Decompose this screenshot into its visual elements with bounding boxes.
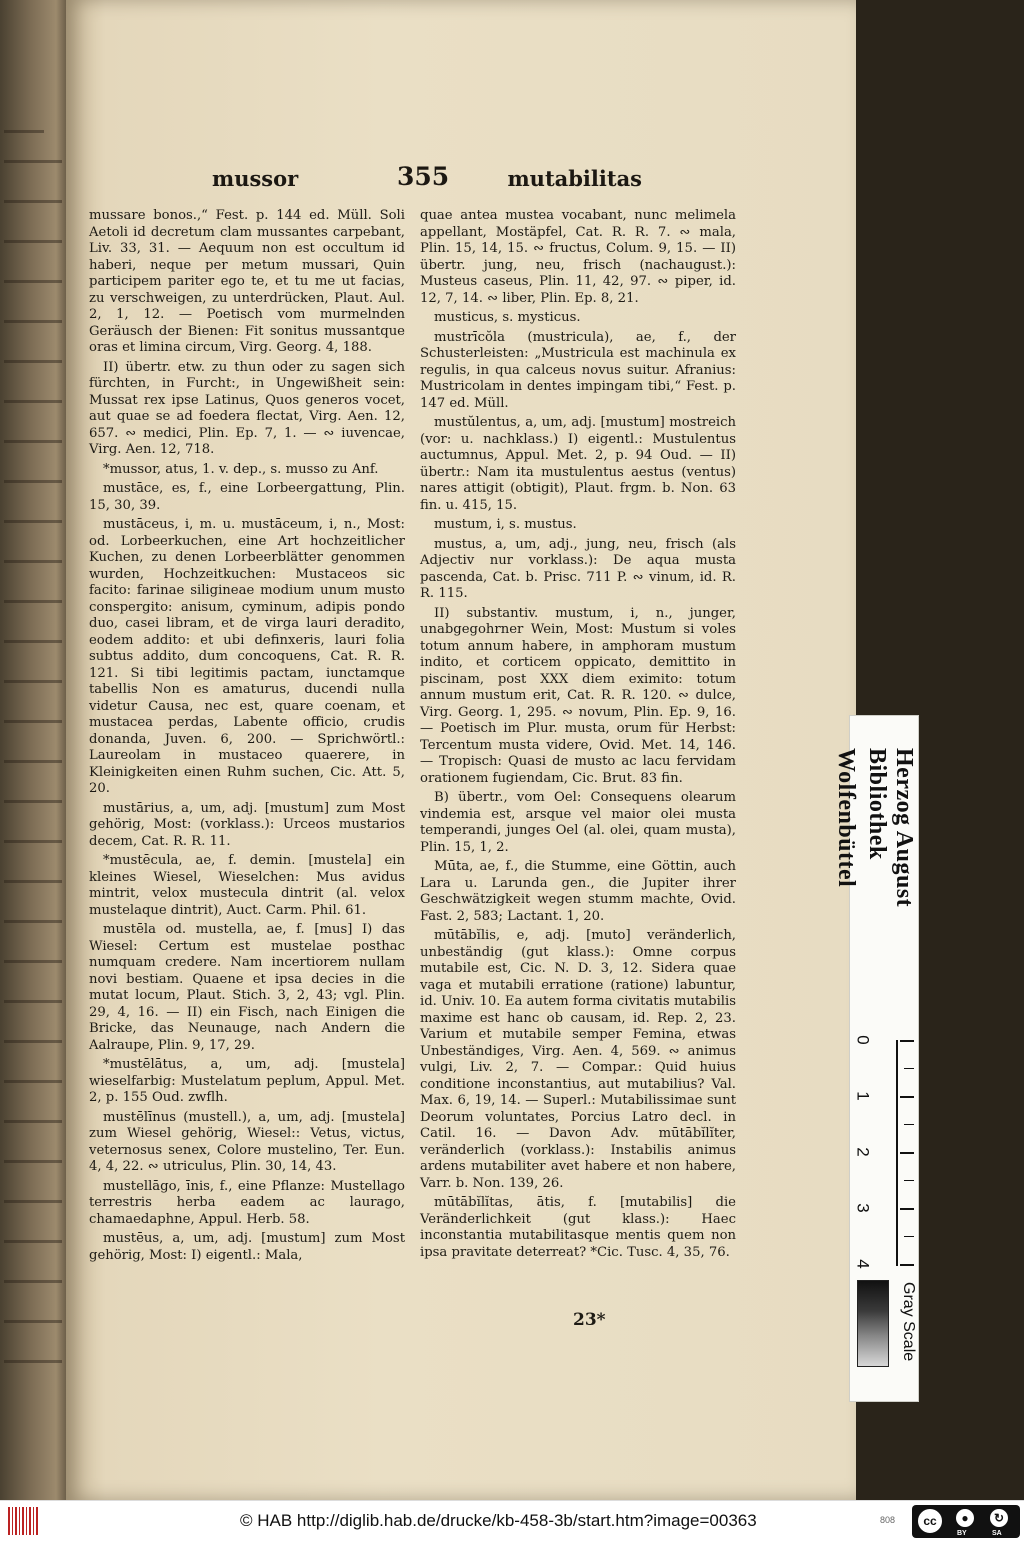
source-url[interactable]: © HAB http://diglib.hab.de/drucke/kb-458-3b/start.htm?image=00363 [240,1511,757,1530]
scale-tick [900,1096,914,1098]
previous-page-edge [0,0,70,1500]
viewer-footer [0,1500,1024,1542]
scale-number: 1 [853,1091,873,1101]
scale-tick [904,1180,914,1181]
institution-city: Wolfenbüttel [833,748,859,888]
entry-paragraph: *mustēlātus, a, um, adj. [mustela] wieselfarbig: Mustelatum peplum, Appul. Met. 2, p. 155 Oud. zwflh. [89,1057,405,1105]
entry-paragraph: mustēus, a, um, adj. [mustum] zum Most gehörig, Most: I) eigentl.: Mala, [89,1231,405,1263]
left-column [89,208,405,1267]
scale-number: 4 [853,1259,873,1269]
entry-paragraph: mustrīcŏla (mustricula), ae, f., der Schusterleisten: „Mustricula est machinula ex regulis, in qua calceus novus suitur. Afranius: Mustricolam in dentes impingam tibi,“ Fest. p. 147 ed. Müll. [420,329,736,411]
entry-paragraph: mustāce, es, f., eine Lorbeergattung, Plin. 15, 30, 39. [89,481,405,513]
page-header [212,160,642,200]
scale-number: 0 [853,1035,873,1045]
entry-paragraph: quae antea mustea vocabant, nunc melimela appellant, Mostäpfel, Cat. R. R. 7. ∾ mala, Plin. 15, 14, 15. ∾ fructus, Colum. 9, 15. — II) übertr. jung, neu, frisch (nachaugust.): Musteus caseus, Plin. 11, 42, 97. ∾ piper, id. 12, 7, 14. ∾ liber, Plin. Ep. 8, 21. [420,208,736,306]
entry-paragraph: mūtābĭlĭtas, ātis, f. [mutabilis] die Veränderlichkeit (gut klass.): Haec inconstantia mutabilitasque mentis quem non ipsa pravitate deterreat? *Cic. Tusc. 4, 35, 76. [420,1195,736,1260]
cc-license-badge[interactable] [912,1505,1020,1538]
institution-name: Herzog August Bibliothek [864,748,917,908]
signature-mark: 23* [573,1310,606,1330]
scale-tick [900,1152,914,1154]
ruler-institution [833,748,917,1010]
right-column [420,208,736,1264]
grayscale-patch [857,1280,889,1367]
grayscale-label: Gray Scale [900,1282,917,1362]
sa-icon: ↻ [988,1507,1010,1529]
by-label: BY [957,1530,967,1537]
entry-paragraph: mustum, i, s. mustus. [434,517,577,532]
scale-tick [900,1264,914,1266]
page-number: 355 [397,162,450,191]
entry-paragraph: II) übertr. etw. zu thun oder zu sagen sich fürchten, in Furcht:, in Ungewißheit sein: Mussat rex ipse Latinus, Quos generos vocet, aut quae se ad foedera flectat, Virg. Aen. 12, 657. ∾ medici, Plin. Ep. 7, 1. — ∾ iuvencae, Virg. Aen. 12, 718. [89,359,405,457]
entry-paragraph: *mussor, atus, 1. v. dep., s. musso zu Anf. [103,461,379,477]
entry-paragraph: musticus, s. mysticus. [434,310,581,325]
entry-paragraph: mustus, a, um, adj., jung, neu, frisch (als Adjectiv nur vorklass.): De aqua musta pascenda, Cat. b. Prisc. 711 P. ∾ vinum, id. R. R. 115. [420,536,736,601]
entry-paragraph: Mūta, ae, f., die Stumme, eine Göttin, auch Lara u. Larunda gen., die Jupiter ihrer Geschwätzigkeit wegen stumm machte, Ovid. Fast. 2, 583; Lactant. 1, 20. [420,859,736,924]
scale-tick [904,1236,914,1237]
entry-paragraph: mustellāgo, īnis, f., eine Pflanze: Mustellago terrestris herba eadem ac laurago, chamaedaphne, Appul. Herb. 58. [89,1178,405,1227]
scale-tick [904,1068,914,1069]
scale-tick [900,1040,914,1042]
entry-paragraph: mustārius, a, um, adj. [mustum] zum Most gehörig, Most: (vorklass.): Urceos mustarios decem, Cat. R. R. 11. [89,800,405,849]
sa-label: SA [992,1530,1002,1537]
entry-paragraph: *mustēcula, ae, f. demin. [mustela] ein kleines Wiesel, Wieselchen: Mus avidus mintrit, velox mustecula dintrit (al. velox mustelaque dintrit), Auct. Carm. Phil. 61. [89,853,405,918]
header-right-word: mutabilitas [507,166,642,191]
entry-paragraph: mustēla od. mustella, ae, f. [mus] I) das Wiesel: Certum est mustelae posthac numquam credere. Nam incertiorem nullam novi bestiam. Quaene et ipsa decies in die mutat locum, Plaut. Stich. 3, 2, 43; vgl. Plin. 29, 4, 16. — II) ein Fisch, nach Einigen die Bricke, das Neunauge, nach Andern die Aalraupe, Plin. 9, 17, 29. [89,922,405,1053]
scale-line [896,1040,898,1266]
entry-paragraph: B) übertr., vom Oel: Consequens olearum vindemia est, arsque vel maior olei musta temperandi, junges Oel (al. olei, quam musta), Plin. 15, 1, 2. [420,790,736,855]
small-mark: 808 [880,1515,896,1525]
scale-number: 2 [853,1147,873,1157]
entry-paragraph: mussare bonos.,“ Fest. p. 144 ed. Müll. Soli Aetoli id decretum clam mussantes carpebant, Liv. 33, 31. — Aequum non est occultum id haberi, neque per metum mussari, Quin participem pariter ego te, et tu me ut facias, zu verschweigen, zu unterdrücken, Plaut. Aul. 2, 1, 12. — Poetisch vom murmelnden Geräusch der Bienen: Fit sonitus mussantque oras et limina circum, Virg. Georg. 4, 188. [89,208,405,355]
entry-paragraph: mustŭlentus, a, um, adj. [mustum] mostreich (vor: u. nachklass.) I) eigentl.: Mustulentus auctumnus, Appul. Met. 2, p. 94 Oud. — II) übertr.: Nam ita mustulentus aestus (ventus) nares attigit (obtigit), Plaut. frgm. b. Non. 63 fin. u. 415, 15. [420,415,736,513]
scale-tick [900,1208,914,1210]
barcode-icon [8,1507,38,1535]
entry-paragraph: mustāceus, i, m. u. mustāceum, i, n., Most: od. Lorbeerkuchen, eine Art hochzeitlicher Kuchen, zu denen Lorbeerblätter genommen wurden, Hochzeitkuchen: Mustaceos sic facito: farinae siligineae modium unum musto conspergito: anisum, cyminum, adipis pondo duo, casei libram, et de virga lauri deradito, eodem addito: et ubi definxeris, lauri folia subtus addito, dum concoquens, Cat. R. R. 121. Si tibi legitimis pactam, iunctamque tabellis Non es amaturus, ducendi nulla videtur Causa, nec est, quare coenam, et mustacea perdas, Labente officio, crudis donanda, Juven. 6, 200. — Sprichwörtl.: Laureolam in mustaceo quaerere, in Kleinigkeiten einen Ruhm suchen, Cic. Att. 5, 20. [89,517,405,796]
entry-paragraph: mustēlīnus (mustell.), a, um, adj. [mustela] zum Wiesel gehörig, Wiesel:: Vetus, victus, veternosus senex, Colore mustelino, Ter. Eun. 4, 4, 22. ∾ utriculus, Plin. 30, 14, 43. [89,1109,405,1174]
entry-paragraph: mūtābĭlis, e, adj. [muto] veränderlich, unbeständig (gut klass.): Omne corpus mutabile est, Cic. N. D. 3, 12. Sidera quae vaga et mutabili erratione (ratione) labuntur, id. Univ. 10. Ea autem forma civitatis mutabilis maxime est hanc ob causam, id. Rep. 2, 23. Varium et mutabile semper Femina, etwas Unbeständiges, Virg. Aen. 4, 569. ∾ animus vulgi, Liv. 2, 7. — Compar.: Quid huius conditione inconstantius, aut mutabilius? Val. Max. 6, 19, 14. — Superl.: Mutabilissimae sunt Deorum voluntates, Porcius Latro decl. in Catil. 16. — Davon Adv. mūtābĭlĭter, veränderlich (vorklass.): Instabilis animus ardens mutabiliter avet habere et non habere, Varr. b. Non. 139, 26. [420,928,736,1191]
scale-tick [904,1124,914,1125]
header-left-word: mussor [212,166,299,191]
cc-icon: cc [916,1507,944,1535]
entry-paragraph: II) substantiv. mustum, i, n., junger, unabgegohrner Wein, Most: Mustum si voles totum annum habere, in amphoram mustum indito, et corticem oppicato, demittito in piscinam, post XXX diem eximito: totum annum mustum erit, Cat. R. R. 120. ∾ dulce, Virg. Georg. 1, 295. ∾ novum, Plin. Ep. 9, 16. — Poetisch im Plur. musta, orum für Herbst: Tercentum musta videre, Ovid. Met. 14, 146. — Tropisch: Quasi de musto ac lacu fervidam orationem fugiendam, Cic. Brut. 83 fin. [420,605,736,786]
by-icon: ● [954,1507,976,1529]
scale-number: 3 [853,1203,873,1213]
